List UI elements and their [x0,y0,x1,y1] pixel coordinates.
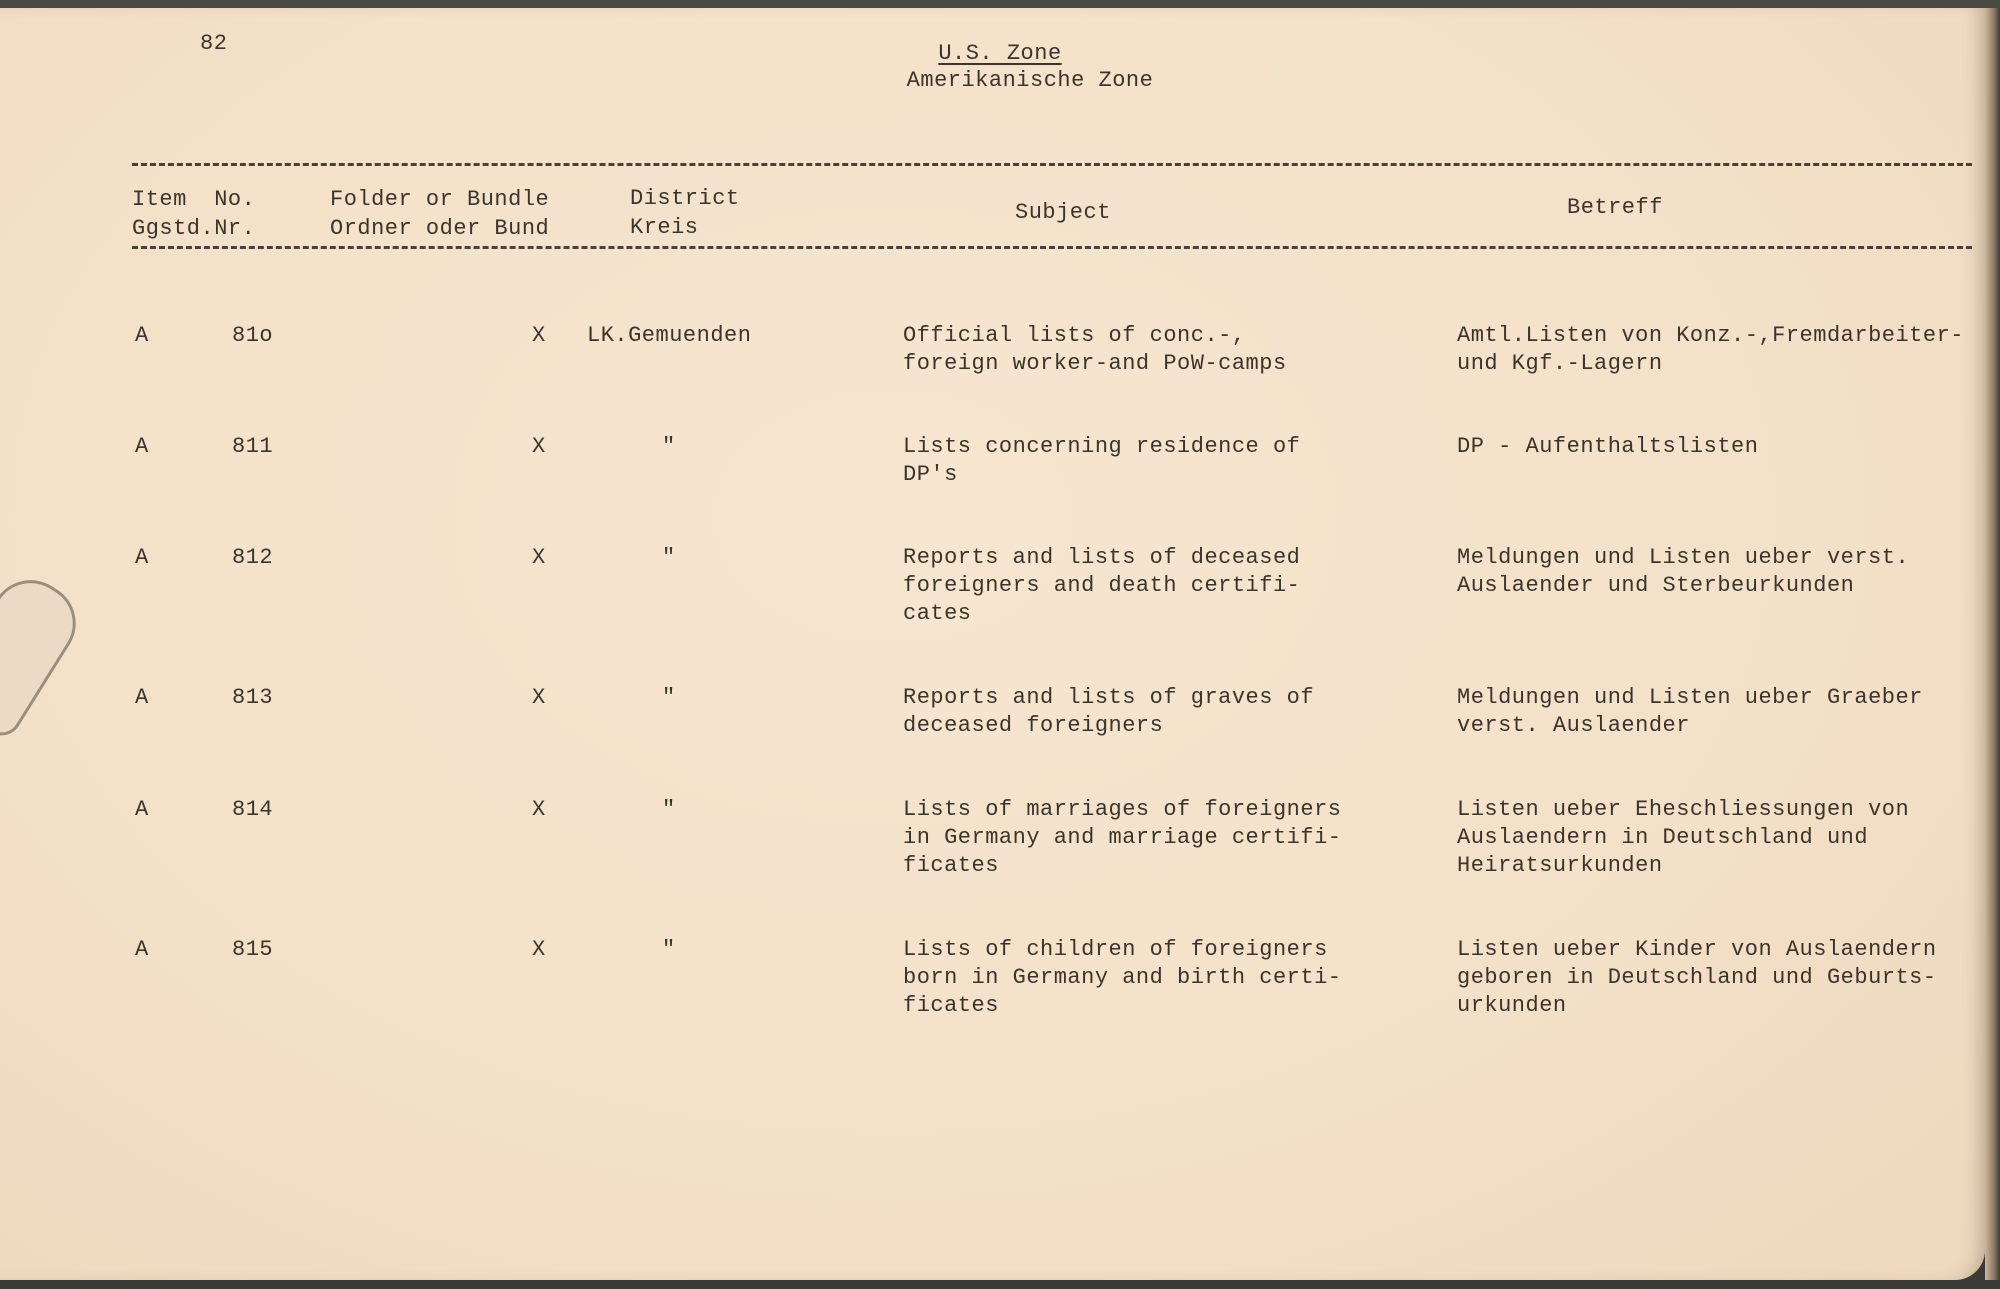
cell-number: 813 [232,685,274,710]
cell-item: A [135,323,149,348]
cell-folder-marker: X [532,685,546,710]
cell-item: A [135,545,149,570]
cell-folder-marker: X [532,434,546,459]
header-divider-bottom [132,246,1972,249]
cell-item: A [135,937,149,962]
header-divider-top [132,163,1972,166]
cell-betreff: Meldungen und Listen ueber Graeber verst. Auslaender [1457,685,1923,738]
cell-folder-marker: X [532,323,546,348]
page-title-text: U.S. Zone [938,41,1062,66]
column-header-subject: Subject [1015,200,1111,225]
page-number: 82 [200,31,228,56]
cell-betreff: Listen ueber Kinder von Auslaendern geboren in Deutschland und Geburts- urkunden [1457,937,1937,1018]
cell-betreff: Meldungen und Listen ueber verst. Auslaender und Sterbeurkunden [1457,545,1910,598]
cell-subject: Lists of marriages of foreigners in Germany and marriage certifi- ficates [903,797,1342,878]
scan-bottom-border [0,1280,2000,1289]
cell-subject: Reports and lists of graves of deceased foreigners [903,685,1315,738]
cell-subject: Lists of children of foreigners born in Germany and birth certi- ficates [903,937,1342,1018]
cell-number: 811 [232,434,274,459]
cell-item: A [135,685,149,710]
paper-clip-icon [0,565,91,743]
scan-top-border [0,0,2000,8]
cell-item: A [135,797,149,822]
cell-district: LK.Gemuenden [587,323,752,348]
column-header-betreff: Betreff [1567,195,1663,220]
cell-district: " [662,434,676,459]
cell-district: " [662,937,676,962]
cell-district: " [662,797,676,822]
cell-betreff: Listen ueber Eheschliessungen von Auslaendern in Deutschland und Heiratsurkunden [1457,797,1910,878]
cell-district: " [662,685,676,710]
cell-district: " [662,545,676,570]
cell-folder-marker: X [532,937,546,962]
cell-subject: Official lists of conc.-, foreign worker-and PoW-camps [903,323,1287,376]
cell-number: 814 [232,797,274,822]
cell-folder-marker: X [532,545,546,570]
cell-betreff: DP - Aufenthaltslisten [1457,434,1759,459]
cell-subject: Reports and lists of deceased foreigners and death certifi- cates [903,545,1301,626]
cell-subject: Lists concerning residence of DP's [903,434,1301,487]
document-page [0,8,1985,1280]
cell-item: A [135,434,149,459]
cell-number: 81o [232,323,274,348]
cell-betreff: Amtl.Listen von Konz.-,Fremdarbeiter- und Kgf.-Lagern [1457,323,1964,376]
column-header-item-no: Item No. Ggstd.Nr. [132,187,256,241]
column-header-district: District Kreis [630,186,740,240]
cell-folder-marker: X [532,797,546,822]
page-title [0,40,2000,68]
page-subtitle: Amerikanische Zone [906,68,1154,93]
cell-number: 812 [232,545,274,570]
column-header-folder: Folder or Bundle Ordner oder Bund [330,187,550,241]
cell-number: 815 [232,937,274,962]
scan-right-border [1985,8,2000,1289]
